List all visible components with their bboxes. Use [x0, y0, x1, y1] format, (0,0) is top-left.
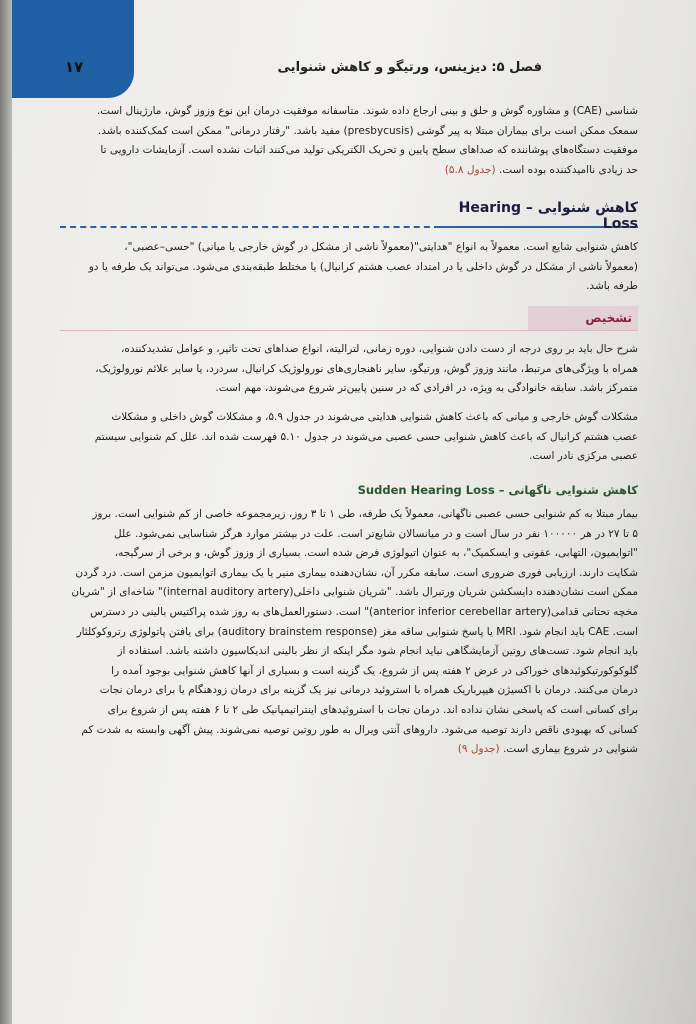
heading-dashed-rule [60, 226, 440, 228]
page-number: ۱۷ [64, 58, 84, 76]
text-line: درمان می‌کنند. درمان با اکسیژن هیپرباریک همراه با استروئید درمانی نیز یک گزینه برای درمان زودهنگام یا برای درمان نجات [99, 684, 638, 697]
table-reference: (جدول ۹) [457, 743, 500, 756]
text-line: گلوکوکورتیکوئیدهای خوراکی در عرض ۲ هفته پس از شروع، یک گزینه است و بسیاری از آنها کاهش شنوایی بوجود آمده را [111, 664, 638, 677]
text-line: کاهش شنوایی شایع است. معمولاً به انواع "هدایتی"(معمولاً ناشی از مشکل در گوش خارجی یا میانی) "حسی–عصبی"، [124, 241, 638, 253]
text-line: شناسی (CAE) و مشاوره گوش و حلق و بینی ارجاع داده شوند. متاسفانه موفقیت درمان این نوع وزوز گوش، مارژینال است. [96, 105, 638, 117]
text-line: مخچه تحتانی قدامی(anterior inferior cerebellar artery)" است. دستورالعمل‌های به روز شده پراکتیس بالینی در دسترس [90, 605, 638, 618]
text-line: عصبی مرکزی نادر است. [529, 450, 638, 463]
text-line: متمرکز باشد. سابقه خانوادگی به ویژه، در افرادی که در سنین پایین‌تر شروع می‌شوند، مهم است. [215, 382, 638, 395]
table-reference: (جدول ۵.۸) [444, 163, 496, 176]
text-line: ۵ تا ۲۷ در هر ۱۰۰۰۰۰ نفر در سال است و در میانسالان شایع‌تر است. علت در بیشتر موارد هرگز شناسایی نمی‌شود. علل [114, 527, 638, 540]
diagnosis-paragraph-2 [60, 408, 638, 467]
intro-paragraph [60, 102, 638, 180]
text-line: برای کسانی است که پاسخی نشان نداده اند. درمان نجات با استروئیدهای اینتراتیمپانیک طی ۲ تا ۶ هفته پس از شروع برای [107, 703, 638, 716]
text-line: "اتوایمیون، التهابی، عفونی و ایسکمیک"، به عنوان اتیولوژی فرض شده است. بسیاری از وزوز گوش، و برخی از سرگیجه، [114, 547, 638, 560]
text-line: عصب هشتم کرانیال که باعث کاهش شنوایی حسی عصبی می‌شوند در جدول ۵.۱۰ فهرست شده اند. علل کم شنوایی سیستم [94, 430, 638, 443]
section-heading-hearing-loss: کاهش شنوایی – Hearing Loss [435, 200, 638, 228]
text-line: شنوایی در شروع بیماری است. [502, 743, 638, 756]
text-line [60, 161, 638, 181]
text-line: همراه با ویژگی‌های مرتبط، مانند وزوز گوش، ورتیگو، سایر ناهنجاری‌های نورولوژیک کرانیال، سردرد، یا سایر علائم نورولوژیک، [95, 362, 638, 375]
text-line: (معمولاً ناشی از مشکل در گوش داخلی یا در امتداد عصب هشتم کرانیال) یا مختلط طبقه‌بندی می‌شود. می‌تواند یک طرفه یا دو [88, 260, 638, 273]
text-line: مشکلات گوش خارجی و میانی که باعث کاهش شنوایی هدایتی می‌شوند در جدول ۵.۹، و مشکلات گوش داخلی و مشکلات [111, 411, 638, 423]
text-line: موفقیت دستگاه‌های پوشاننده که صداهای سطح پایین و تحریک الکتریکی تولید می‌کنند اثبات نشده است. آزمایشات دارویی تا [100, 144, 638, 157]
text-line: باید انجام شود. تست‌های روتین آزمایشگاهی نباید انجام شود مگر اینکه از نظر بالینی اندیکاسیون داشته باشد. استفاده از [117, 645, 638, 658]
text-line: بیمار مبتلا به کم شنوایی حسی عصبی ناگهانی، معمولاً یک طرفه، طی ۱ تا ۳ روز، زیرمجموعه خاصی از کم شنوایی است. بروز [92, 508, 638, 520]
text-line: شکایت دارند. ارزیابی فوری ضروری است. سابقه مکرر آن، نشان‌دهنده بیماری منیر یا یک بیماری اتوایمیون مزمن است. درد گردن [75, 566, 638, 579]
diagnosis-paragraph-1 [60, 340, 638, 399]
chapter-title: فصل ۵: دیزینس، ورتیگو و کاهش شنوایی [277, 60, 542, 75]
text-line [60, 740, 638, 760]
text-line: سمعک ممکن است برای بیماران مبتلا به پیر گوشی (presbycusis) مفید باشد. "رفتار درمانی" ممکن است کمک‌کننده باشد. [97, 124, 638, 137]
text-line: حد زیادی ناامیدکننده بوده است. [498, 163, 638, 176]
subsection-heading-sudden-hearing-loss: کاهش شنوایی ناگهانی – Sudden Hearing Loss [357, 483, 638, 497]
subsection-heading-diagnosis: تشخیص [528, 306, 638, 330]
text-line: کسانی که بهبودی ناقص دارند توصیه می‌شود. داروهای آنتی ویرال به طور روتین توصیه نمی‌شوند. پیش آگهی وابسته به شدت کم [81, 723, 638, 736]
subsection-rule [60, 330, 638, 331]
hearing-loss-paragraph [60, 238, 638, 297]
sudden-hearing-loss-paragraph [60, 505, 638, 760]
page-number-tab [12, 0, 134, 98]
text-line: است. CAE باید انجام شود. MRI یا پاسخ شنوایی ساقه مغز (auditory brainstem response) برای یافتن پاتولوژی رتروکوکلئار [76, 625, 638, 638]
text-line: طرفه باشد. [586, 280, 638, 293]
text-line: شرح حال باید بر روی درجه از دست دادن شنوایی، دوره زمانی، لترالیته، انواع صداهای تحت تاثیر، و عوامل تشدیدکننده، [120, 343, 638, 355]
text-line: ممکن است نشان‌دهنده دایسکشن شریان ورتبرال باشد. "شریان شنوایی داخلی(internal auditory artery)" شاخه‌ای از "شریان [71, 586, 638, 599]
